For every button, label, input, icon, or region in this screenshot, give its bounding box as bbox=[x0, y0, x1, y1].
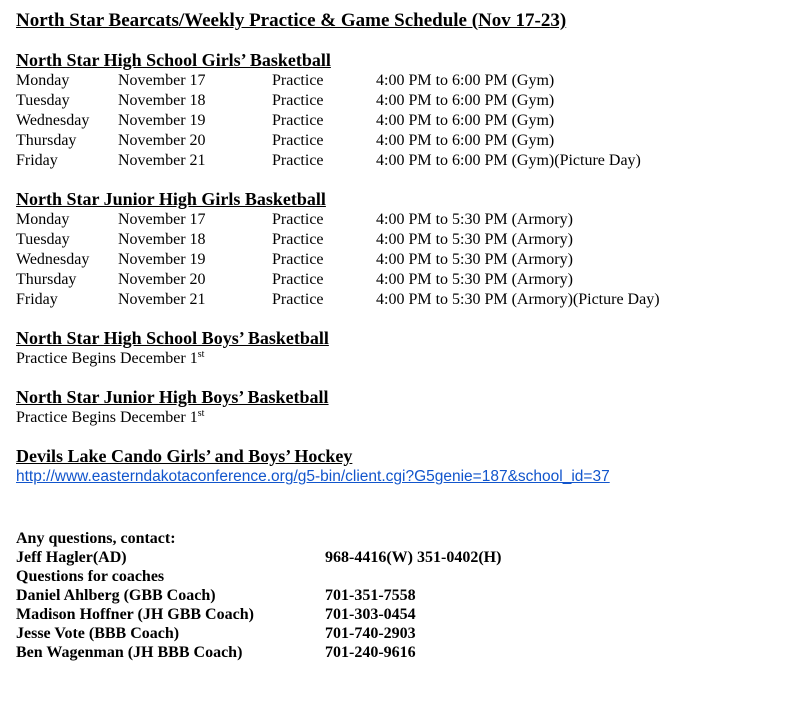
page-title: North Star Bearcats/Weekly Practice & Game Schedule (Nov 17-23) bbox=[16, 10, 567, 31]
schedule-row bbox=[16, 111, 786, 131]
row-day: Thursday bbox=[16, 271, 77, 288]
row-type: Practice bbox=[272, 92, 324, 109]
schedule-document bbox=[16, 10, 786, 662]
hockey-schedule-link[interactable]: http://www.easterndakotaconference.org/g5-bin/client.cgi?G5genie=187&school_id=37 bbox=[16, 468, 610, 485]
row-type: Practice bbox=[272, 112, 324, 129]
row-time: 4:00 PM to 6:00 PM (Gym) bbox=[376, 112, 555, 129]
row-type: Practice bbox=[272, 231, 324, 248]
row-date: November 17 bbox=[118, 211, 206, 228]
hockey-section bbox=[16, 446, 786, 487]
row-day: Wednesday bbox=[16, 251, 90, 268]
row-date: November 20 bbox=[118, 132, 206, 149]
schedule-row bbox=[16, 230, 786, 250]
row-day: Monday bbox=[16, 211, 70, 228]
row-type: Practice bbox=[272, 251, 324, 268]
row-date: November 19 bbox=[118, 112, 206, 129]
contact-row bbox=[16, 586, 786, 605]
row-type: Practice bbox=[272, 132, 324, 149]
section-title: North Star High School Boys’ Basketball bbox=[16, 328, 329, 348]
contact-phone: 701-740-2903 bbox=[325, 625, 416, 642]
schedule-row bbox=[16, 250, 786, 270]
section-title: North Star High School Girls’ Basketball bbox=[16, 50, 331, 70]
contact-name: Jesse Vote (BBB Coach) bbox=[16, 625, 180, 642]
row-type: Practice bbox=[272, 271, 324, 288]
section-title: Devils Lake Cando Girls’ and Boys’ Hockey bbox=[16, 446, 353, 466]
row-day: Tuesday bbox=[16, 92, 70, 109]
contact-name: Madison Hoffner (JH GBB Coach) bbox=[16, 606, 254, 623]
row-day: Friday bbox=[16, 152, 58, 169]
row-type: Practice bbox=[272, 152, 324, 169]
contact-phone: 701-240-9616 bbox=[325, 644, 416, 661]
row-time: 4:00 PM to 5:30 PM (Armory) bbox=[376, 251, 573, 268]
row-time: 4:00 PM to 5:30 PM (Armory) bbox=[376, 231, 573, 248]
schedule-row bbox=[16, 210, 786, 230]
schedule-row bbox=[16, 270, 786, 290]
boys-jh-section bbox=[16, 387, 786, 428]
contact-row bbox=[16, 548, 786, 567]
row-time: 4:00 PM to 6:00 PM (Gym) bbox=[376, 92, 555, 109]
row-date: November 17 bbox=[118, 72, 206, 89]
contacts-heading: Any questions, contact: bbox=[16, 530, 176, 547]
contact-name: Jeff Hagler(AD) bbox=[16, 549, 127, 566]
row-time: 4:00 PM to 5:30 PM (Armory) bbox=[376, 271, 573, 288]
schedule-row bbox=[16, 131, 786, 151]
row-type: Practice bbox=[272, 291, 324, 308]
row-date: November 18 bbox=[118, 231, 206, 248]
section-title: North Star Junior High Boys’ Basketball bbox=[16, 387, 329, 407]
schedule-row bbox=[16, 151, 786, 171]
row-type: Practice bbox=[272, 72, 324, 89]
schedule-section bbox=[16, 189, 786, 310]
contact-name: Ben Wagenman (JH BBB Coach) bbox=[16, 644, 243, 661]
contact-phone: 701-351-7558 bbox=[325, 587, 416, 604]
schedule-row bbox=[16, 71, 786, 91]
row-day: Wednesday bbox=[16, 112, 90, 129]
boys-hs-section bbox=[16, 328, 786, 369]
row-time: 4:00 PM to 6:00 PM (Gym)(Picture Day) bbox=[376, 152, 641, 169]
row-type: Practice bbox=[272, 211, 324, 228]
contact-phone: 701-303-0454 bbox=[325, 606, 416, 623]
row-date: November 21 bbox=[118, 152, 206, 169]
row-date: November 18 bbox=[118, 92, 206, 109]
row-date: November 21 bbox=[118, 291, 206, 308]
row-date: November 19 bbox=[118, 251, 206, 268]
contact-phone: 968-4416(W) 351-0402(H) bbox=[325, 549, 502, 566]
row-time: 4:00 PM to 6:00 PM (Gym) bbox=[376, 72, 555, 89]
row-day: Friday bbox=[16, 291, 58, 308]
schedule-row bbox=[16, 91, 786, 111]
schedule-section bbox=[16, 50, 786, 171]
contact-row bbox=[16, 605, 786, 624]
row-time: 4:00 PM to 5:30 PM (Armory)(Picture Day) bbox=[376, 291, 660, 308]
schedule-row bbox=[16, 290, 786, 310]
row-day: Tuesday bbox=[16, 231, 70, 248]
contacts-block bbox=[16, 529, 786, 662]
coaches-heading: Questions for coaches bbox=[16, 568, 165, 585]
contact-name: Daniel Ahlberg (GBB Coach) bbox=[16, 587, 216, 604]
row-date: November 20 bbox=[118, 271, 206, 288]
section-note: Practice Begins December 1st bbox=[16, 408, 205, 426]
section-title: North Star Junior High Girls Basketball bbox=[16, 189, 326, 209]
contact-row bbox=[16, 643, 786, 662]
row-day: Thursday bbox=[16, 132, 77, 149]
section-note: Practice Begins December 1st bbox=[16, 349, 205, 367]
row-time: 4:00 PM to 5:30 PM (Armory) bbox=[376, 211, 573, 228]
row-time: 4:00 PM to 6:00 PM (Gym) bbox=[376, 132, 555, 149]
row-day: Monday bbox=[16, 72, 70, 89]
schedule-sections bbox=[16, 50, 786, 310]
contact-row bbox=[16, 624, 786, 643]
coaches-list bbox=[16, 586, 786, 662]
